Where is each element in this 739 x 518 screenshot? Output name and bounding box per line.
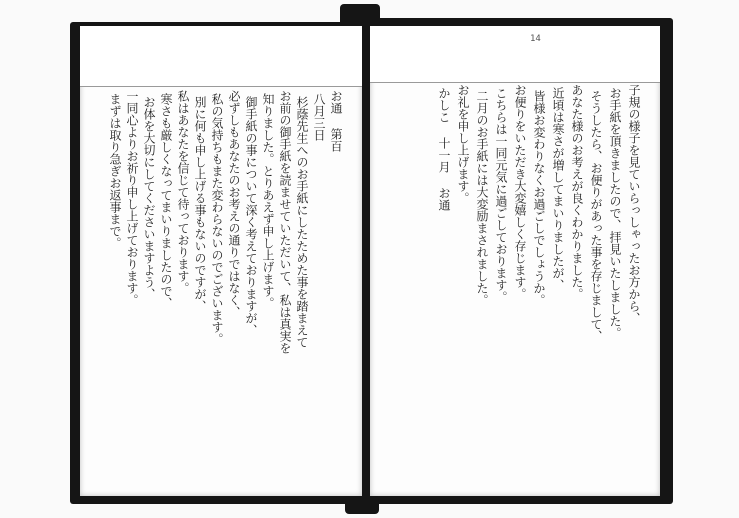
text-column: 皆様お変わりなくお過ごしでしょうか。 <box>532 90 546 306</box>
text-column: こちらは一同元気に過ごしております。 <box>494 87 508 303</box>
text-column: お前の御手紙を読ませていただいて、私は真実を <box>278 90 292 354</box>
spine-clip-top <box>340 4 380 26</box>
text-column: 杉蔭先生へのお手紙にしたためた事を踏まえて <box>295 96 309 348</box>
text-column: 私はあなたを信じて待っております。 <box>176 90 190 294</box>
text-column: そうしたら、お便りがあった事を存じまして、 <box>589 90 603 342</box>
text-column: 必ずしもあなたのお考えの通りではなく、 <box>227 90 241 318</box>
text-column: お便りをいただき大変嬉しく存じます。 <box>513 84 527 300</box>
text-column: 私の気持ちもまた変わらないのでございます。 <box>210 93 224 345</box>
text-column: 二月のお手紙には大変励まされました。 <box>475 90 489 306</box>
text-column: あなた様のお考えが良くわかりました。 <box>570 84 584 300</box>
text-column: お手紙を頂きましたので、拝見いたしました。 <box>608 87 622 339</box>
page-number: 14 <box>530 34 541 44</box>
text-column: 御手紙の事について深く考えておりますが、 <box>244 96 258 336</box>
text-column: 子規の様子を見ていらっしゃったお方から、 <box>627 84 641 324</box>
right-page-header-band <box>370 26 660 83</box>
text-column: 一同心よりお祈り申し上げております。 <box>125 90 139 306</box>
text-column: まずは取り急ぎお返事まで。 <box>108 93 122 249</box>
text-column: お礼を申し上げます。 <box>456 84 470 204</box>
text-column: 別に何も申し上げる事もないのですが、 <box>193 96 207 312</box>
left-page <box>80 26 362 496</box>
spine-clip-bottom <box>345 496 379 514</box>
text-column: 近頃は寒さが増してまいりましたが、 <box>551 87 565 291</box>
text-column: お通 第百 <box>329 90 343 152</box>
text-column: お体を大切にしてくださいますよう、 <box>142 96 156 300</box>
text-column: 寒さも厳しくなってまいりましたので、 <box>159 93 173 309</box>
text-column: 知りました。とりあえず申し上げます。 <box>261 93 275 309</box>
right-page <box>370 26 660 496</box>
left-page-header-band <box>80 26 362 87</box>
text-column: かしこ 十一月 お通 <box>437 87 451 211</box>
text-column: 八月三日 <box>312 93 326 141</box>
